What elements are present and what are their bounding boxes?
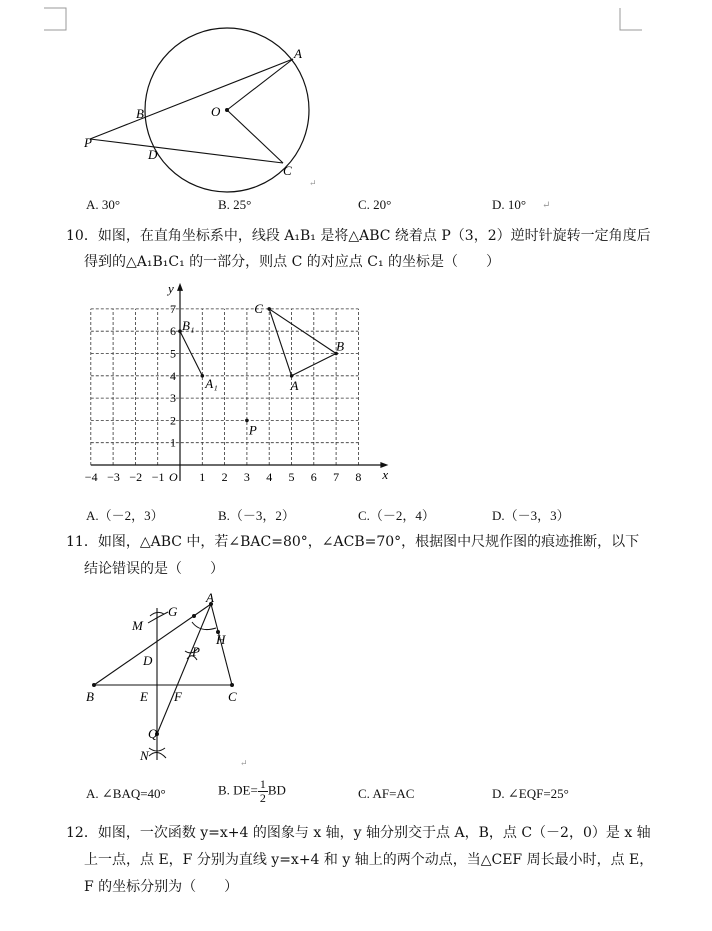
y-tick-label: 4	[170, 368, 176, 383]
q11-text-line2: 结论错误的是（ ）	[84, 561, 224, 577]
q10-option-c: C.（－2，4）	[358, 508, 435, 523]
x-tick-label: 6	[310, 470, 317, 484]
segment-C-A	[269, 309, 291, 376]
q11-option-a: A. ∠BAQ=40°	[86, 786, 166, 801]
x-tick-label: 5	[288, 470, 295, 484]
label-f: F	[174, 689, 182, 704]
point-label-B₁: B₁	[182, 318, 195, 334]
point-label-C: C	[254, 300, 263, 316]
line-oa	[227, 59, 293, 110]
label-n: N	[140, 748, 149, 763]
label-c: C	[228, 689, 237, 704]
q9-option-b: B. 25°	[218, 197, 252, 212]
label-g: G	[168, 604, 178, 619]
y-tick-label: 6	[170, 324, 176, 339]
x-tick-label: −4	[84, 470, 98, 484]
y-tick-label: 2	[170, 413, 176, 428]
y-tick-label: 1	[170, 435, 176, 450]
y-tick-label: 7	[170, 301, 176, 316]
svg-text:↵: ↵	[309, 178, 317, 188]
point-C	[267, 307, 271, 311]
q12-text-line3: F 的坐标分别为（ ）	[84, 879, 239, 895]
q9-option-d: D. 10°	[492, 197, 527, 212]
svg-text:↵: ↵	[240, 758, 248, 768]
label-m: M	[132, 618, 143, 633]
q11-text-line1: 11．如图，△ABC 中，若∠BAC=80°，∠ACB=70°，根据图中尺规作图的痕迹推断，以下	[66, 534, 640, 550]
x-tick-label: −1	[151, 470, 165, 484]
x-tick-label: −3	[107, 470, 120, 484]
label-b: B	[86, 689, 94, 704]
label-d: D	[148, 147, 158, 162]
x-tick-label: 2	[221, 470, 228, 484]
label-q: Q	[148, 726, 158, 741]
q10-option-a: A.（－2，3）	[86, 508, 164, 523]
q10-text-line2: 得到的△A₁B₁C₁ 的一部分，则点 C 的对应点 C₁ 的坐标是（ ）	[84, 254, 500, 270]
x-tick-label: O	[169, 470, 178, 484]
q12-text-line1: 12．如图，一次函数 y=x+4 的图象与 x 轴，y 轴分别交于点 A，B，点 C（－2，0）是 x 轴	[66, 825, 651, 841]
q11-option-b: B. DE= $\frac{1}{2}$ BD	[218, 777, 286, 805]
line-pc	[90, 139, 283, 163]
y-axis-arrow	[177, 283, 183, 291]
q11-option-c: C. AF=AC	[358, 786, 415, 801]
x-tick-label: 3	[243, 470, 250, 484]
point-label-A₁: A₁	[205, 375, 218, 391]
point-A₁	[201, 374, 205, 378]
label-b: B	[136, 106, 144, 121]
x-tick-label: 8	[355, 470, 362, 484]
x-axis-label: x	[382, 467, 389, 482]
y-tick-label: 5	[170, 346, 176, 361]
label-o: O	[211, 104, 221, 119]
q11-option-d: D. ∠EQF=25°	[492, 786, 569, 801]
label-h: H	[216, 632, 226, 647]
label-e: E	[140, 689, 148, 704]
page: A B O P D C ↵ A. 30° B. 25° C. 20° D. 10° ↵ 10．如图，在直角坐标系中，线段 A₁B₁ 是将△ABC 绕着点 P（3，2）逆时针旋转一定角度后 得到的△A₁B₁C₁ 的一部分，则点 C 的对应点 C₁ 的坐标是（ ） x y −4 −3 −2 −1 O 1 2 3 4 5 6 7 8 1 2 3 4 5 6 7 A B C P A₁ B₁ A.（－2，3） B.（－3，2） C.（－2，4） D.（－3，3） 11．如图，△ABC 中，若∠BAC=80°，∠ACB=70°，根据图中尺规作图的痕迹推断，以下 结论错误的是（ ） A G M H D P B E F C Q N ↵ A. ∠BAQ=40° B. DE= $\frac{1}{2}$ BD C. AF=AC D. ∠EQF=25° 12．如图，一次函数 y=x+4 的图象与 x 轴，y 轴分别交于点 A，B，点 C（－2，0）是 x 轴 上一点，点 E，F 分别为直线 y=x+4 和 y 轴上的两个动点，当△CEF 周长最小时，点 E， F 的坐标分别为（ ）	[0, 0, 712, 931]
y-tick-label: 3	[170, 391, 176, 406]
line-oc	[227, 110, 283, 163]
q9-circle-figure	[70, 20, 350, 200]
x-tick-label: 1	[199, 470, 206, 484]
label-c: C	[283, 163, 292, 178]
x-tick-label: 4	[266, 470, 273, 484]
q10-option-b: B.（－3，2）	[218, 508, 295, 523]
q9-option-a: A. 30°	[86, 197, 121, 212]
point-label-A: A	[290, 377, 299, 393]
q10-coordinate-chart	[80, 276, 400, 494]
label-p: P	[192, 644, 200, 659]
label-d: D	[143, 653, 153, 668]
y-axis-label: y	[168, 280, 174, 296]
label-p: P	[84, 135, 92, 150]
label-a: A	[294, 46, 302, 61]
label-a: A	[206, 590, 214, 605]
x-tick-label: 7	[333, 470, 340, 484]
q10-text-line1: 10．如图，在直角坐标系中，线段 A₁B₁ 是将△ABC 绕着点 P（3，2）逆时针旋转一定角度后	[66, 228, 651, 244]
x-tick-label: −2	[129, 470, 143, 484]
q10-option-d: D.（－3，3）	[492, 508, 570, 523]
line-pa	[90, 59, 293, 139]
point-label-B: B	[336, 338, 345, 354]
point-o	[225, 108, 229, 112]
q11-triangle-figure	[80, 588, 260, 768]
q9-option-c: C. 20°	[358, 197, 392, 212]
q12-text-line2: 上一点，点 E，F 分别为直线 y=x+4 和 y 轴上的两个动点，当△CEF 周长最小时，点 E，	[84, 852, 654, 868]
point-label-P: P	[248, 422, 257, 438]
